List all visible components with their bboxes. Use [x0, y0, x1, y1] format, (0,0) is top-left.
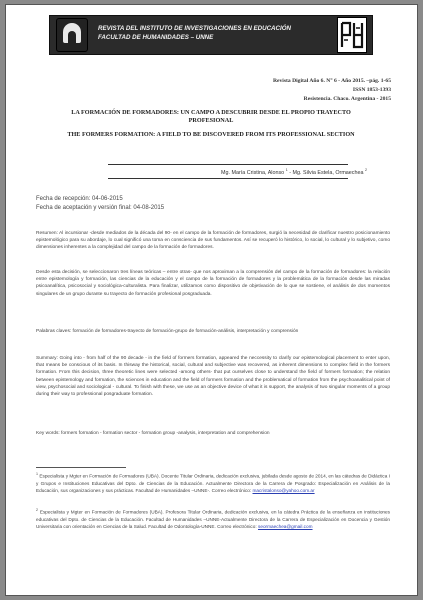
abstract-es-paragraph-1: Resumen: Al incursionar -desde mediados de la década del 90- en el campo de la formación de formadores, surgió la necesidad de clarificar nuestro posicionamiento epistemológico para su abordaje, lo cual significó una toma en consciencia de sus fundamentos. Así se recuperó lo histórico, lo social, lo cultural y lo subjetivo, como dimensiones inherentes a la complejidad del campo de la formación de formadores.: [36, 231, 390, 251]
footnote-1-text: Especialista y Mgter en Formación de Formadores (UBA). Docente Titular Ordinaria, dedicación exclusiva, jubilada desde agosto de 2014, en las cátedras de Didáctica I y Grupos e Instituciones Educativas del Dpto. de Ciencias de la Educación. Actualmente Directora de la Carrera de Posgrado: Especialización en Análisis de la Educación, sus organizaciones y sus prácticas. Facultad de Humanidades –UNNE-. Correo electrónico:: [36, 473, 390, 493]
footnote-2: [36, 507, 390, 530]
footnote-1: [36, 471, 390, 494]
authors-top-rule: [108, 164, 348, 165]
abstract-en: Summary: Going into - from half of the 90 decade - in the field of formers formation, appeared the neccessity to clarify our epistemological placement to enter upon, that means be conscious of its basis. In thisway the historical, social, cultural and subjective was recovered, as inherent dimensions to complex field in the formers formation. From this decision, three theoretic lines were selected -among others- that put ourselves close to understand the field of formers formation; the relation between epistemology and formation, the sciences in education and the field of formers formation and the problematical of formation from the psychoanalitical point of view, psychosocial and sociological - cultural. To finish with these, we use as an objective device of what it is support, the analysis of two singular moments of a group during their way to professional posgraduate formation.: [36, 356, 390, 398]
publication-issn: ISSN 1853-1393: [352, 87, 391, 93]
dates-block: [36, 195, 164, 213]
author-separator: -: [289, 169, 293, 176]
title-spanish: LA FORMACIÓN DE FORMADORES: UN CAMPO A DESCUBRIR DESDE EL PROPIO TRAYECTO PROFESIONAL: [71, 109, 351, 124]
footnote-1-number: 1: [36, 472, 38, 476]
abstract-es-paragraph-2: Desde esta decisión, se seleccionaron tres líneas teóricas – entre otras- que nos aproximan a la comprensión del campo de la formación de formadores: la relación entre epistemología y formación, las ciencias de la educación y el campo de la formación de formadores y la problemática de la formación desde las miradas psicoanalítica, psicosocial y sociológica-culturalista. Para finalizar, utilizamos como dispositivo de objetivación de lo que se sostiene, el análisis de dos momentos singulares de un grupo durante su trayecto de formación profesional posgraduada.: [36, 270, 390, 297]
title-english: THE FORMERS FORMATION: A FIELD TO BE DISCOVERED FROM ITS PROFESSIONAL SECTION: [67, 131, 355, 138]
acceptance-date: Fecha de aceptación y versión final: 04-08-2015: [36, 205, 165, 211]
publication-info: [273, 77, 391, 104]
footnote-2-email-link[interactable]: seormaechea@gmail.com: [258, 523, 313, 529]
journal-name-line1: REVISTA DEL INSTITUTO DE INVESTIGACIONES EN EDUCACIÓN: [98, 25, 291, 32]
reception-date: Fecha de recepción: 04-06-2015: [36, 196, 123, 202]
document-page: [5, 4, 418, 596]
author-2-footnote-mark: 2: [365, 168, 367, 172]
author-1-footnote-mark: 1: [285, 168, 288, 172]
keywords-es: Palabras claves: formación de formadores-trayecto de formación-grupo de formación-análisis, interpretación y comprensión: [36, 329, 299, 334]
faculty-logo-icon: [337, 17, 367, 53]
footnote-rule: [36, 467, 126, 468]
author-1: Mg. María Cristina, Alonso: [220, 169, 285, 176]
keywords-en: Key words: formers formation - formation sector - formation group -analysis, interpretation and comprehension: [36, 431, 270, 436]
footnote-2-number: 2: [36, 508, 38, 512]
footnote-1-email-link[interactable]: macristalonso@yahoo.com.ar: [252, 487, 315, 493]
authors-bottom-rule: [108, 178, 348, 179]
journal-name-line2: FACULTAD DE HUMANIDADES – UNNE: [98, 34, 214, 41]
journal-name: [98, 24, 338, 42]
journal-banner: [49, 15, 373, 55]
publication-place: Resistencia. Chaco. Argentina - 2015: [303, 96, 391, 102]
author-2: Mg. Silvia Estela, Ormaechea: [292, 169, 364, 176]
footnote-2-text: Especialista y Mgter en Formación de Formadores (UBA). Profesora Titular Ordinaria, dedicación exclusiva, en la cátedra Práctica de la enseñanza en instituciones educativas del Dpto. de Ciencias de la Educación. Facultad de Humanidades –UNNE-Actualmente Directora de la Carrera de Especialización en Docencia y Gestión Universitaria con orientación en Ciencias de la Salud. Facultad de Odontología-UNNE. Correo electrónico:: [36, 509, 390, 529]
university-logo-icon: [56, 18, 88, 52]
publication-issue: Revista Digital Año 6. N° 6 - Año 2015. –pág. 1-65: [272, 78, 391, 84]
authors-line: [221, 168, 367, 176]
